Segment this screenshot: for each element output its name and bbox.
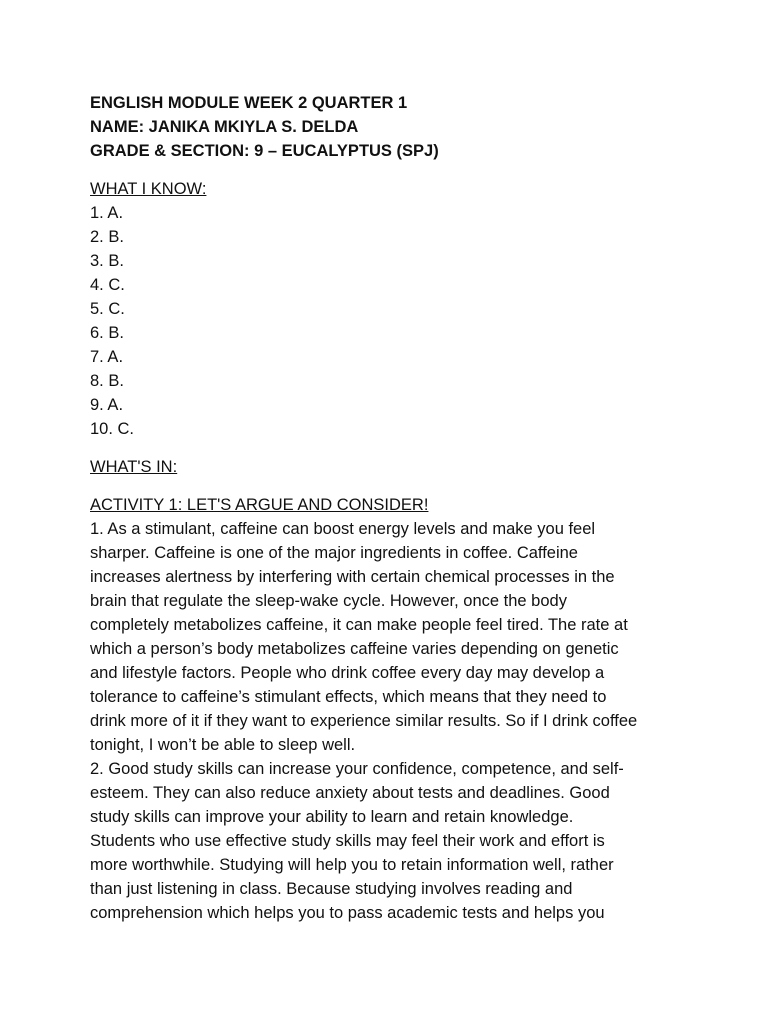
paragraph-line: than just listening in class. Because studying involves reading and — [90, 880, 573, 898]
answer-item: 4. C. — [90, 276, 125, 294]
spacer — [90, 441, 690, 455]
paragraph-line: which a person’s body metabolizes caffeine varies depending on genetic — [90, 640, 619, 658]
paragraph-line: increases alertness by interfering with certain chemical processes in the — [90, 568, 615, 586]
whats-in-heading: WHAT'S IN: — [90, 458, 178, 476]
paragraph-line: completely metabolizes caffeine, it can make people feel tired. The rate at — [90, 616, 628, 634]
paragraph-line: 2. Good study skills can increase your confidence, competence, and self- — [90, 760, 624, 778]
what-i-know-heading: WHAT I KNOW: — [90, 180, 207, 198]
paragraph-line: sharper. Caffeine is one of the major ingredients in coffee. Caffeine — [90, 544, 578, 562]
paragraph-line: brain that regulate the sleep-wake cycle. However, once the body — [90, 592, 567, 610]
module-title: ENGLISH MODULE WEEK 2 QUARTER 1 — [90, 94, 408, 112]
answer-item: 2. B. — [90, 228, 124, 246]
paragraph-line: study skills can improve your ability to learn and retain knowledge. — [90, 808, 574, 826]
spacer — [90, 479, 690, 493]
answer-list — [90, 201, 690, 441]
activity-1-body — [90, 517, 690, 925]
paragraph-line: Students who use effective study skills may feel their work and effort is — [90, 832, 605, 850]
paragraph-line: more worthwhile. Studying will help you to retain information well, rather — [90, 856, 614, 874]
answer-item: 5. C. — [90, 300, 125, 318]
answer-item: 10. C. — [90, 420, 135, 438]
answer-item: 6. B. — [90, 324, 124, 342]
answer-item: 9. A. — [90, 396, 124, 414]
answer-item: 8. B. — [90, 372, 124, 390]
paragraph-line: esteem. They can also reduce anxiety about tests and deadlines. Good — [90, 784, 610, 802]
paragraph-line: and lifestyle factors. People who drink coffee every day may develop a — [90, 664, 605, 682]
answer-item: 7. A. — [90, 348, 124, 366]
paragraph-line: tonight, I won’t be able to sleep well. — [90, 736, 356, 754]
document-page — [90, 91, 690, 925]
student-name: NAME: JANIKA MKIYLA S. DELDA — [90, 118, 359, 136]
answer-item: 1. A. — [90, 204, 124, 222]
paragraph-line: comprehension which helps you to pass academic tests and helps you — [90, 904, 605, 922]
spacer — [90, 163, 690, 177]
activity-1-heading: ACTIVITY 1: LET'S ARGUE AND CONSIDER! — [90, 496, 429, 514]
paragraph-line: tolerance to caffeine’s stimulant effects, which means that they need to — [90, 688, 607, 706]
paragraph-line: 1. As a stimulant, caffeine can boost energy levels and make you feel — [90, 520, 596, 538]
answer-item: 3. B. — [90, 252, 124, 270]
paragraph-line: drink more of it if they want to experience similar results. So if I drink coffee — [90, 712, 638, 730]
grade-section: GRADE & SECTION: 9 – EUCALYPTUS (SPJ) — [90, 142, 439, 160]
